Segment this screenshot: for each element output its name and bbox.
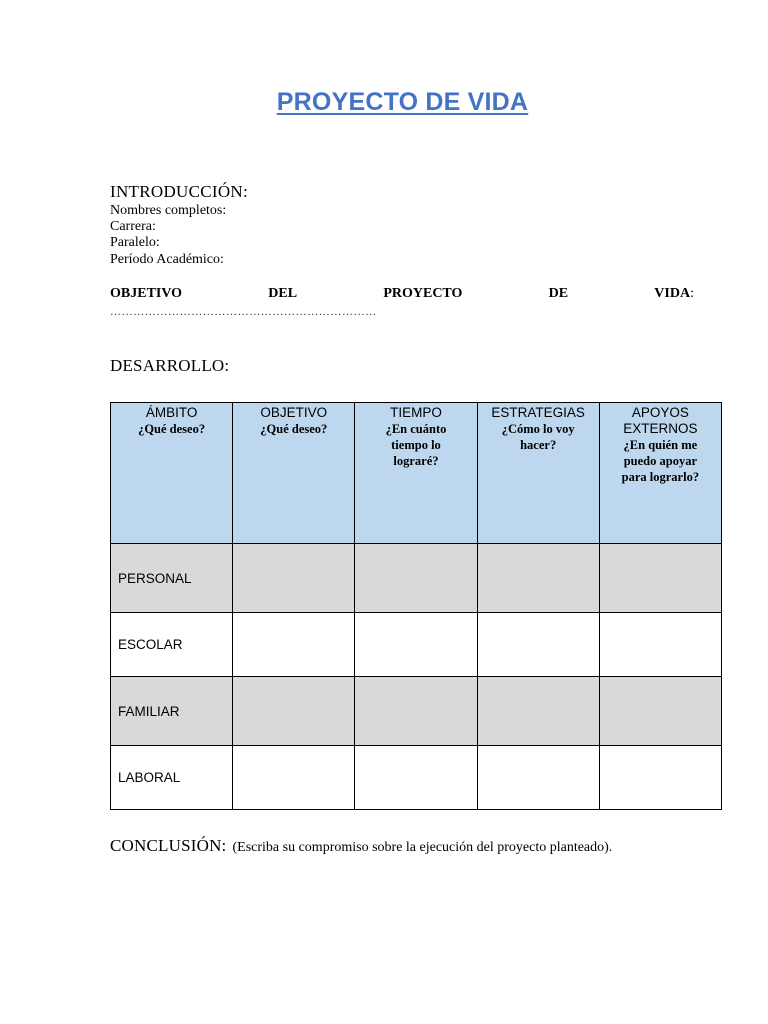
header-question: ¿Qué deseo? [138, 422, 206, 436]
header-title: TIEMPO [390, 405, 442, 420]
project-objective-line [110, 286, 694, 302]
header-title: OBJETIVO [260, 405, 328, 420]
table-row-familiar [111, 677, 722, 746]
development-heading: DESARROLLO: [110, 356, 230, 375]
header-question: ¿En quién me puedo apoyar para lograrlo? [621, 438, 700, 484]
introduction-heading: INTRODUCCIÓN: [110, 182, 249, 201]
header-title: APOYOS EXTERNOS [623, 405, 698, 436]
header-title: ESTRATEGIAS [491, 405, 585, 420]
table-row-laboral [111, 746, 722, 810]
header-question: ¿Cómo lo voy hacer? [501, 422, 575, 452]
table-cell-estrategias[interactable] [477, 677, 599, 746]
table-row-personal [111, 544, 722, 613]
table-cell-apoyos[interactable] [599, 677, 721, 746]
table-cell-objetivo[interactable] [233, 544, 355, 613]
objective-word: PROYECTO [383, 286, 463, 301]
header-question: ¿Qué deseo? [260, 422, 328, 436]
table-cell-tiempo[interactable] [355, 613, 477, 677]
row-label: FAMILIAR [111, 677, 233, 746]
field-career: Carrera: [110, 219, 156, 234]
header-cell-objetivo [233, 403, 355, 544]
table-cell-estrategias[interactable] [477, 746, 599, 810]
table-cell-estrategias[interactable] [477, 613, 599, 677]
table-row-escolar [111, 613, 722, 677]
row-label: LABORAL [111, 746, 233, 810]
life-project-table [110, 402, 722, 810]
objective-word: DE [548, 286, 569, 301]
row-label: PERSONAL [111, 544, 233, 613]
objective-word: DEL [268, 286, 298, 301]
objective-word: VIDA [654, 286, 691, 301]
field-academic-period: Período Académico: [110, 252, 224, 267]
conclusion-instructions: (Escriba su compromiso sobre la ejecución del proyecto planteado). [232, 840, 613, 855]
objective-word: OBJETIVO [110, 286, 183, 301]
table-cell-tiempo[interactable] [355, 677, 477, 746]
header-cell-estrategias [477, 403, 599, 544]
objective-colon: : [690, 286, 694, 301]
table-cell-apoyos[interactable] [599, 746, 721, 810]
table-cell-objetivo[interactable] [233, 613, 355, 677]
table-cell-tiempo[interactable] [355, 746, 477, 810]
objective-blank-line: …………………………………………………………… [110, 306, 377, 318]
header-title: ÁMBITO [145, 405, 198, 420]
objective-word-last [654, 286, 694, 302]
row-label: ESCOLAR [111, 613, 233, 677]
header-cell-ambito [111, 403, 233, 544]
header-cell-tiempo [355, 403, 477, 544]
table-cell-objetivo[interactable] [233, 746, 355, 810]
field-section: Paralelo: [110, 235, 160, 250]
conclusion-line [110, 836, 612, 856]
document-title: PROYECTO DE VIDA [276, 88, 529, 116]
table-cell-objetivo[interactable] [233, 677, 355, 746]
header-cell-apoyos-externos [599, 403, 721, 544]
table-header-row [111, 403, 722, 544]
field-full-name: Nombres completos: [110, 203, 227, 218]
table-cell-tiempo[interactable] [355, 544, 477, 613]
table-cell-estrategias[interactable] [477, 544, 599, 613]
table-cell-apoyos[interactable] [599, 613, 721, 677]
conclusion-label: CONCLUSIÓN: [110, 836, 227, 855]
header-question: ¿En cuánto tiempo lo lograré? [385, 422, 447, 468]
table-cell-apoyos[interactable] [599, 544, 721, 613]
